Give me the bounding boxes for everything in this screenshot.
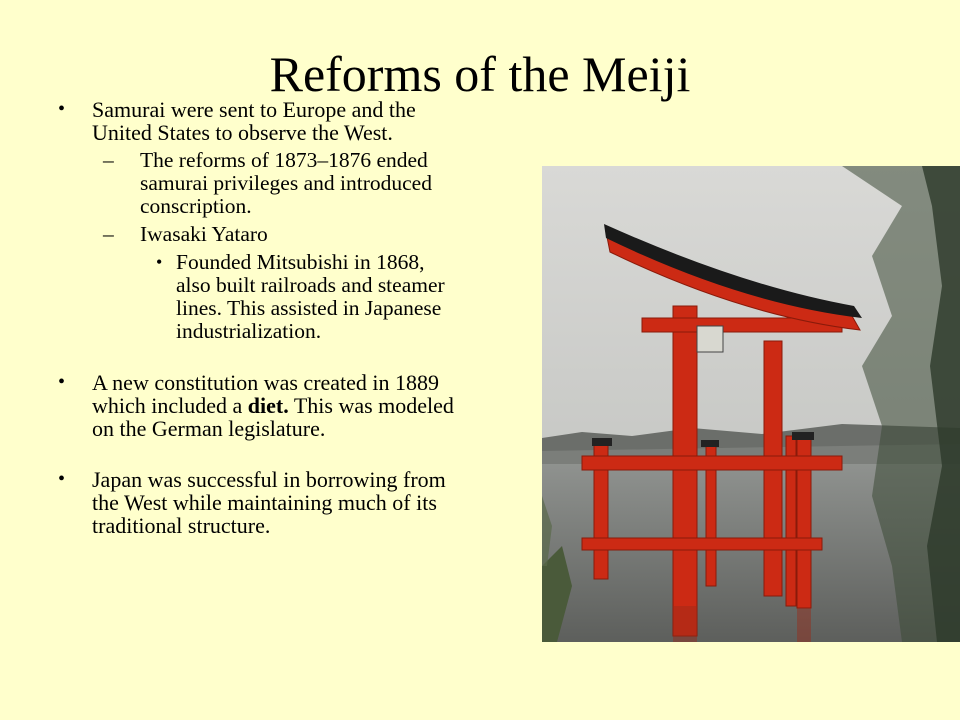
bullet-text: Japan was successful in borrowing from the West while maintaining much of its traditional structure.	[92, 467, 446, 538]
bullet-marker: •	[58, 371, 66, 393]
bullet-marker: •	[156, 252, 163, 272]
sub-bullet-reforms	[58, 149, 458, 218]
bullet-constitution	[58, 371, 458, 440]
bullet-marker: •	[58, 468, 66, 490]
bullet-text: Samurai were sent to Europe and the United States to observe the West.	[92, 97, 416, 145]
bullet-text-pre: A new constitution was created in 1889 which included a	[92, 370, 440, 418]
bullet-japan-success	[58, 468, 458, 537]
bullet-marker: •	[58, 98, 66, 120]
sub-bullet-iwasaki	[58, 223, 458, 246]
slide-title: Reforms of the Meiji	[269, 46, 691, 102]
dash-marker: –	[103, 222, 114, 246]
sub-sub-bullet-text: Founded Mitsubishi in 1868, also built railroads and steamer lines. This assisted in Japanese industrialization.	[176, 250, 445, 343]
sub-bullet-text: Iwasaki Yataro	[140, 222, 268, 246]
sub-sub-bullet-mitsubishi	[58, 251, 458, 343]
bullet-text-bold: diet.	[247, 393, 289, 418]
bullet-samurai	[58, 98, 458, 144]
bullet-text-post: This was modeled on the German legislature.	[92, 393, 454, 441]
sub-bullet-text: The reforms of 1873–1876 ended samurai privileges and introduced conscription.	[140, 148, 432, 218]
slide-body	[58, 98, 458, 537]
dash-marker: –	[103, 148, 114, 172]
torii-gate-photo	[542, 166, 960, 642]
